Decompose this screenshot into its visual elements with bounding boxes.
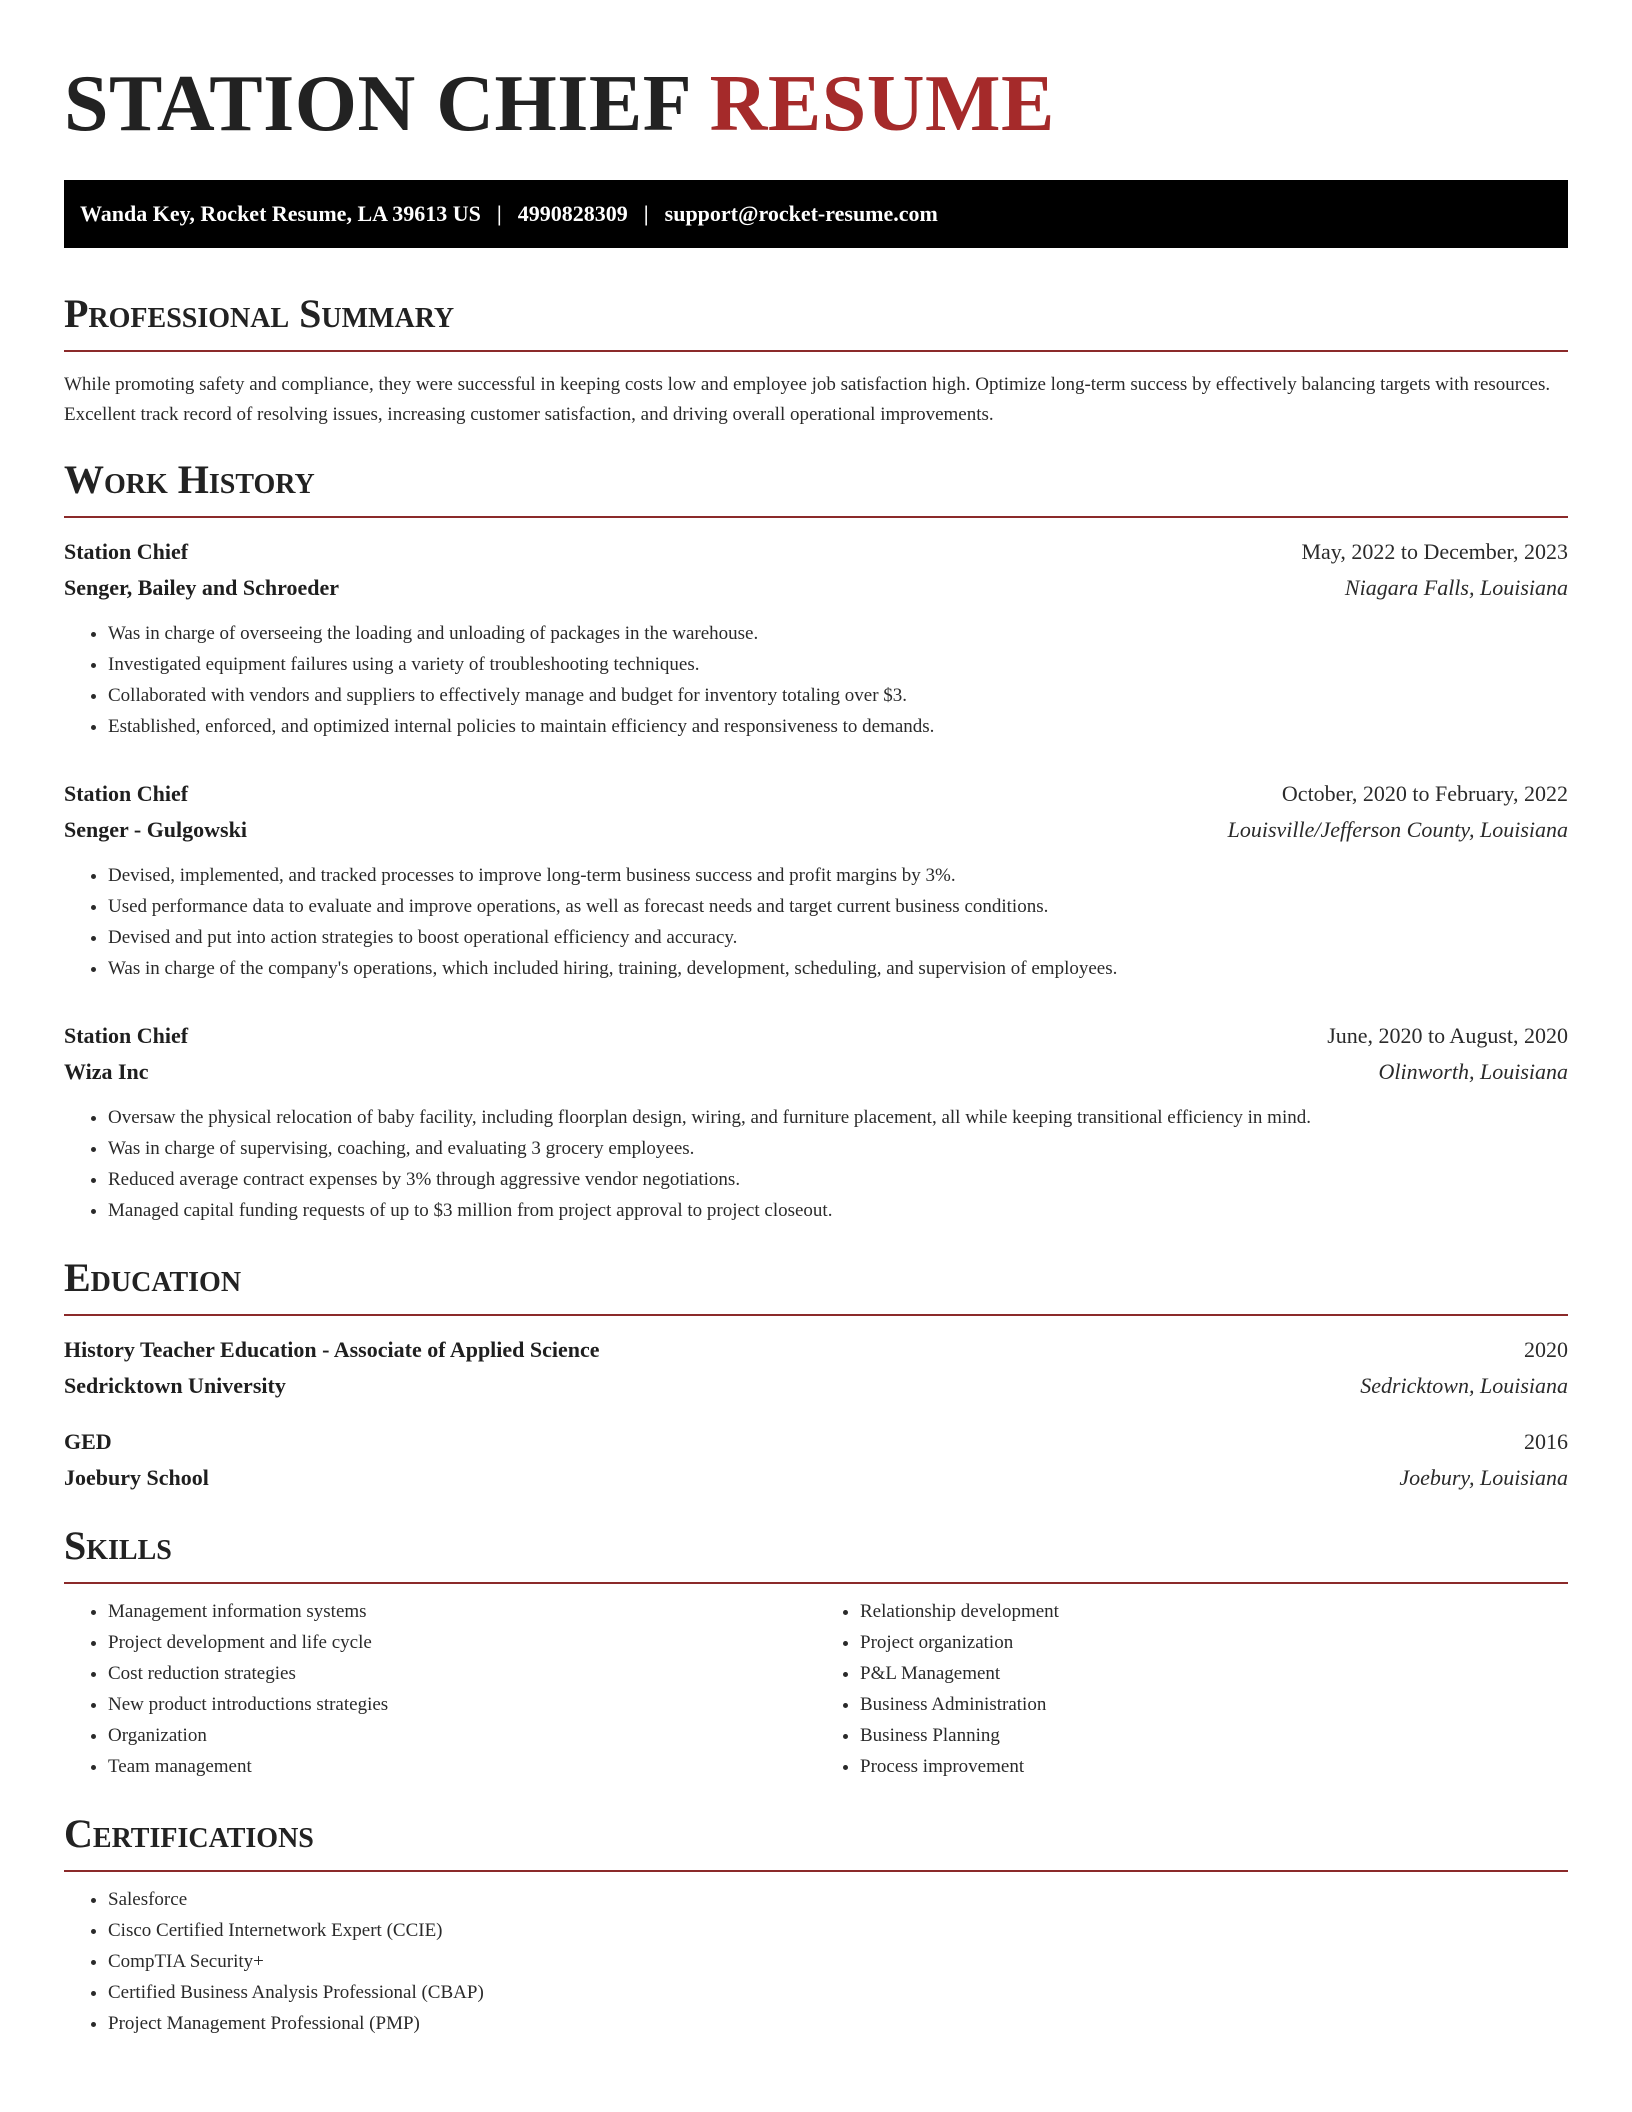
list-item: • Process improvement <box>860 1751 1568 1782</box>
education-header-row <box>64 1424 1568 1460</box>
education-section <box>64 1254 1568 1496</box>
work-heading: Work History <box>64 457 315 502</box>
list-item: • Investigated equipment failures using a variety of troubleshooting techniques. <box>108 649 1568 680</box>
contact-separator: | <box>496 201 502 226</box>
certifications-list <box>64 1884 1568 2039</box>
summary-section <box>64 290 1568 430</box>
education-year: 2020 <box>1524 1337 1568 1362</box>
job-title: Station Chief <box>64 781 189 806</box>
job-company: Senger, Bailey and Schroeder <box>64 575 340 600</box>
job-title: Station Chief <box>64 539 189 564</box>
list-item: • New product introductions strategies <box>108 1689 816 1720</box>
job-location: Olinworth, Louisiana <box>1378 1059 1568 1084</box>
list-item: • Collaborated with vendors and suppliers to effectively manage and budget for inventory totaling over $3. <box>108 680 1568 711</box>
section-divider <box>64 350 1568 352</box>
education-entry <box>64 1332 1568 1404</box>
job-bullets <box>64 1102 1568 1226</box>
skills-heading: Skills <box>64 1523 172 1568</box>
list-item: • P&L Management <box>860 1658 1568 1689</box>
job-header-row <box>64 534 1568 570</box>
job-dates: October, 2020 to February, 2022 <box>1281 781 1568 806</box>
skills-list-right <box>816 1596 1568 1782</box>
summary-text: While promoting safety and compliance, they were successful in keeping costs low and employee job satisfaction high. Optimize long-term success by effectively balancing targets with resources. Excellent track record of resolving issues, increasing customer satisfaction, and driving overall operational improvements. <box>64 374 1551 425</box>
list-item: • Project organization <box>860 1627 1568 1658</box>
job-dates: June, 2020 to August, 2020 <box>1327 1023 1568 1048</box>
education-header-row <box>64 1332 1568 1368</box>
list-item: • Cost reduction strategies <box>108 1658 816 1689</box>
education-school-row <box>64 1460 1568 1496</box>
summary-heading: Professional Summary <box>64 291 455 336</box>
certifications-heading: Certifications <box>64 1811 314 1856</box>
list-item: • Management information systems <box>108 1596 816 1627</box>
job-bullets <box>64 860 1568 984</box>
skills-list-left <box>64 1596 816 1782</box>
skills-section <box>64 1522 1568 1782</box>
list-item: • Business Administration <box>860 1689 1568 1720</box>
job-company: Senger - Gulgowski <box>64 817 247 842</box>
list-item: • Was in charge of the company's operations, which included hiring, training, development, scheduling, and supervision of employees. <box>108 953 1568 984</box>
contact-phone: 4990828309 <box>517 201 628 226</box>
education-degree: History Teacher Education - Associate of Applied Science <box>64 1337 600 1362</box>
job-header-row <box>64 1018 1568 1054</box>
list-item: • Was in charge of overseeing the loading and unloading of packages in the warehouse. <box>108 618 1568 649</box>
job-entry <box>64 1018 1568 1226</box>
job-title: Station Chief <box>64 1023 189 1048</box>
job-company: Wiza Inc <box>64 1059 149 1084</box>
job-entry <box>64 534 1568 742</box>
job-bullets <box>64 618 1568 742</box>
contact-bar <box>64 180 1568 248</box>
list-item: • Established, enforced, and optimized internal policies to maintain efficiency and responsiveness to demands. <box>108 711 1568 742</box>
list-item: • Project development and life cycle <box>108 1627 816 1658</box>
education-entry <box>64 1424 1568 1496</box>
list-item: • Devised and put into action strategies to boost operational efficiency and accuracy. <box>108 922 1568 953</box>
contact-address: Wanda Key, Rocket Resume, LA 39613 US <box>80 201 481 226</box>
title-accent: RESUME <box>709 60 1055 148</box>
list-item: • Project Management Professional (PMP) <box>108 2008 1568 2039</box>
education-school-row <box>64 1368 1568 1404</box>
title-main: STATION CHIEF <box>64 60 690 148</box>
list-item: • Used performance data to evaluate and improve operations, as well as forecast needs and target current business conditions. <box>108 891 1568 922</box>
list-item: • Reduced average contract expenses by 3% through aggressive vendor negotiations. <box>108 1164 1568 1195</box>
education-location: Sedricktown, Louisiana <box>1360 1373 1568 1398</box>
education-location: Joebury, Louisiana <box>1399 1465 1568 1490</box>
skills-columns <box>64 1596 1568 1782</box>
job-location: Niagara Falls, Louisiana <box>1344 575 1568 600</box>
job-header-row <box>64 776 1568 812</box>
education-school: Joebury School <box>64 1465 209 1490</box>
certifications-section <box>64 1810 1568 2039</box>
list-item: • Devised, implemented, and tracked processes to improve long-term business success and profit margins by 3%. <box>108 860 1568 891</box>
education-year: 2016 <box>1524 1429 1568 1454</box>
list-item: • Certified Business Analysis Professional (CBAP) <box>108 1977 1568 2008</box>
list-item: • Relationship development <box>860 1596 1568 1627</box>
resume-title <box>64 56 1568 152</box>
job-company-row <box>64 812 1568 848</box>
list-item: • Managed capital funding requests of up to $3 million from project approval to project closeout. <box>108 1195 1568 1226</box>
list-item: • Oversaw the physical relocation of baby facility, including floorplan design, wiring, and furniture placement, all while keeping transitional efficiency in mind. <box>108 1102 1568 1133</box>
list-item: • Was in charge of supervising, coaching, and evaluating 3 grocery employees. <box>108 1133 1568 1164</box>
job-company-row <box>64 1054 1568 1090</box>
contact-email: support@rocket-resume.com <box>664 201 938 226</box>
list-item: • CompTIA Security+ <box>108 1946 1568 1977</box>
job-dates: May, 2022 to December, 2023 <box>1301 539 1568 564</box>
education-heading: Education <box>64 1255 242 1300</box>
job-company-row <box>64 570 1568 606</box>
education-degree: GED <box>64 1429 112 1454</box>
work-section <box>64 456 1568 1226</box>
section-divider <box>64 516 1568 518</box>
list-item: • Salesforce <box>108 1884 1568 1915</box>
section-divider <box>64 1582 1568 1584</box>
list-item: • Team management <box>108 1751 816 1782</box>
list-item: • Business Planning <box>860 1720 1568 1751</box>
section-divider <box>64 1314 1568 1316</box>
section-divider <box>64 1870 1568 1872</box>
job-entry <box>64 776 1568 984</box>
list-item: • Cisco Certified Internetwork Expert (CCIE) <box>108 1915 1568 1946</box>
contact-separator: | <box>643 201 649 226</box>
list-item: • Organization <box>108 1720 816 1751</box>
education-school: Sedricktown University <box>64 1373 286 1398</box>
job-location: Louisville/Jefferson County, Louisiana <box>1227 817 1568 842</box>
